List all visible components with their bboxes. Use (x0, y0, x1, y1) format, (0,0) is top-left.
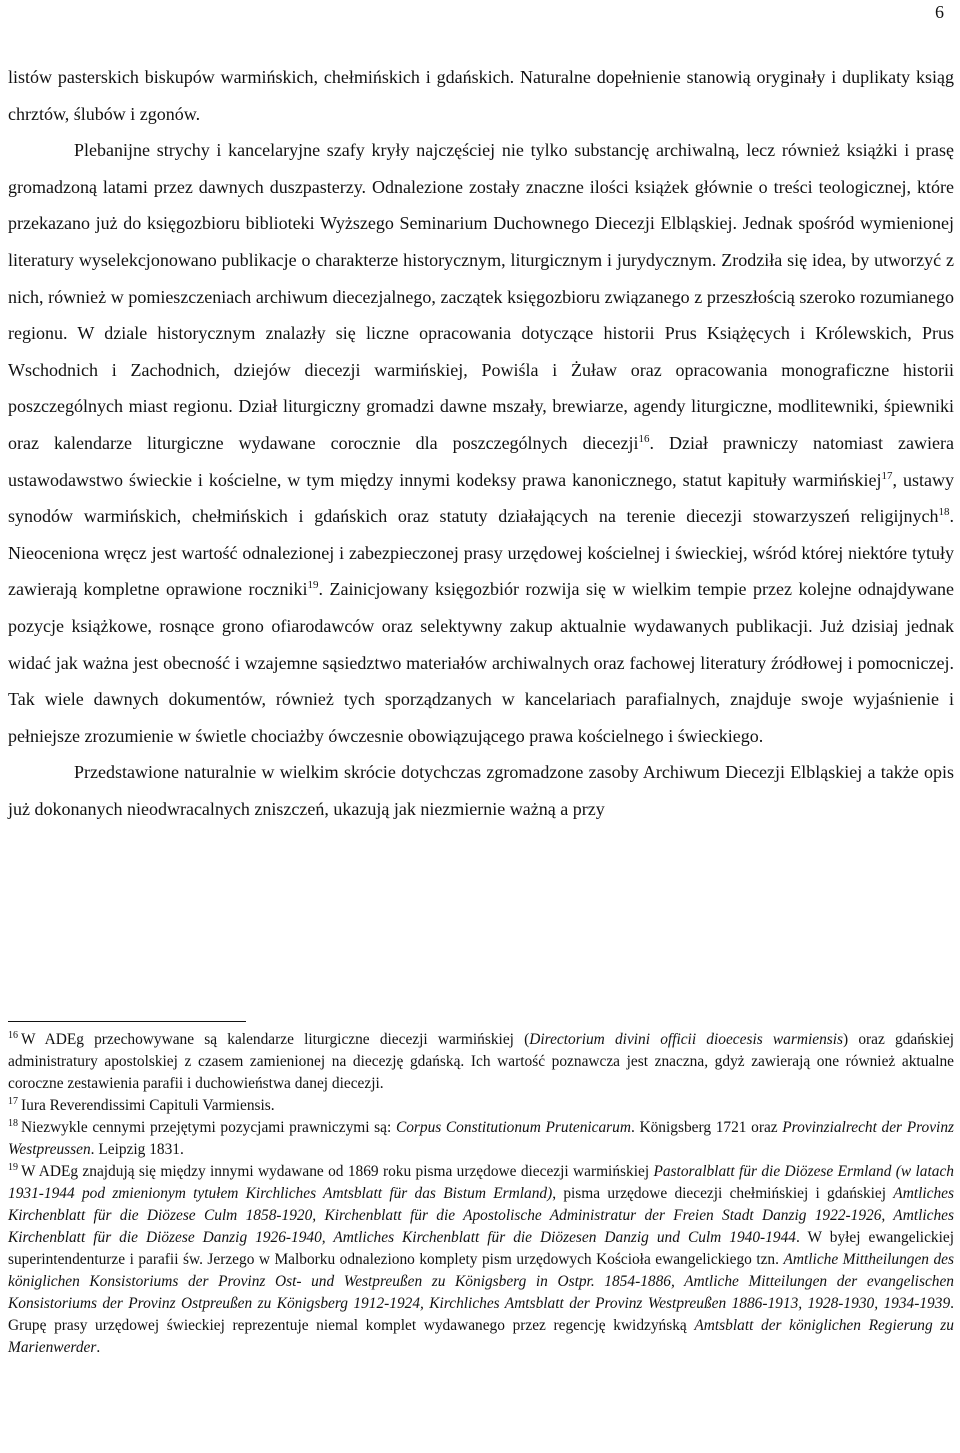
body-text (8, 59, 954, 827)
text-run: W ADEg przechowywane są kalendarze liturgiczne diecezji warmińskiej ( (21, 1031, 530, 1048)
italic-text: Provinzialrecht der Provinz Westpreussen (8, 1119, 954, 1158)
text-run: . Zainicjowany księgozbiór rozwija się w wielkim tempie przez kolejne odnajdywane pozycje książkowe, rosnące grono ofiarodawców oraz selektywny zakup aktualnie wydawanych publikacji. Już dzisiaj jednak widać jak ważna jest obecność i wzajemne sąsiedztwo materiałów archiwalnych oraz fachowej literatury źródłowej i pomocniczej. Tak wiele dawnych dokumentów, również tych sporządzanych w kancelariach parafialnych, znajduje swoje wyjaśnienie i pełniejsze zrozumienie w świetle chociażby ówczesnie obowiązującego prawa kościelnego i świeckiego. (8, 579, 955, 746)
footnote-reference: 18 (938, 506, 950, 519)
footnote-reference: 17 (881, 469, 893, 482)
paragraph (8, 132, 954, 754)
footnote-separator (8, 1021, 246, 1022)
text-run: W ADEg znajdują się między innymi wydawane od 1869 roku pisma urzędowe diecezji warmińskiej (21, 1163, 654, 1180)
italic-text: Corpus Constitutionum Prutenicarum (395, 1119, 631, 1136)
text-run: , ustawy synodów warmińskich, chełmińskich i gdańskich oraz statuty działających na terenie diecezji stowarzyszeń religijnych (8, 469, 954, 527)
text-run: . Nieoceniona wręcz jest wartość odnalezionej i zabezpieczonej prasy urzędowej kościelnej i świeckiej, wśród której niektóre tytuły zawierają kompletne oprawione roczniki (8, 506, 954, 600)
italic-text: Amtliche Mittheilungen des königlichen Konsistoriums der Provinz Ost- und Westpreußen zu Königsberg in Ostpr. 1854-1886, Amtliche Mitteilungen der evangelischen Konsistoriums der Provinz Ostpreußen zu Königsberg 1912-1924, Kirchliches Amtsblatt der Provinz Westpreußen 1886-1913, 1928-1930, 1934-1939 (8, 1251, 954, 1312)
footnote (8, 1095, 954, 1117)
footnotes (8, 1029, 954, 1359)
text-run: Iura Reverendissimi Capituli Varmiensis. (21, 1097, 275, 1114)
text-run: Przedstawione naturalnie w wielkim skrócie dotychczas zgromadzone zasoby Archiwum Diecezji Elbląskiej a także opis już dokonanych nieodwracalnych zniszczeń, ukazują jak niezmiernie ważną a przy (8, 762, 954, 819)
footnote (8, 1161, 954, 1359)
italic-text: Amtsblatt der königlichen Regierung zu Marienwerder (8, 1317, 954, 1356)
page-number: 6 (935, 2, 944, 22)
text-run: . (96, 1339, 101, 1356)
footnote-number: 17 (8, 1095, 18, 1107)
text-run: . Grupę prasy urzędowej świeckiej reprezentuje niemal komplet wydawanego przez regencję kwidzyńską (8, 1295, 954, 1334)
text-run: . Dział prawniczy natomiast zawiera ustawodawstwo świeckie i kościelne, w tym między innymi kodeksy prawa kanonicznego, statut kapituły warmińskiej (8, 432, 954, 490)
italic-text: Directorium divini officii dioecesis warmiensis (529, 1031, 844, 1048)
text-run: . Leipzig 1831. (90, 1141, 184, 1158)
text-run: , pisma urzędowe diecezji chełmińskiej i gdańskiej (552, 1185, 894, 1202)
footnote (8, 1029, 954, 1095)
text-run: Niezwykle cennymi przejętymi pozycjami prawniczymi są: (21, 1119, 396, 1136)
text-run: listów pasterskich biskupów warmińskich, chełmińskich i gdańskich. Naturalne dopełnienie stanowią oryginały i duplikaty ksiąg chrztów, ślubów i zgonów. (8, 67, 954, 124)
footnote-number: 18 (8, 1117, 18, 1129)
text-run: Plebanijne strychy i kancelaryjne szafy kryły najczęściej nie tylko substancję archiwalną, lecz również książki i prasę gromadzoną latami przez dawnych duszpasterzy. Odnalezione zostały znaczne ilości książek głównie o treści teologicznej, które przekazano już do księgozbioru biblioteki Wyższego Seminarium Duchownego Diecezji Elbląskiej. Jednak spośród wymienionej literatury wyselekcjonowano publikacje o charakterze historycznym, liturgicznym i jurydycznym. Zrodziła się idea, by utworzyć z nich, również w pomieszczeniach archiwum diecezjalnego, zaczątek księgozbioru związanego z przeszłością szeroko rozumianego regionu. W dziale historycznym znalazły się liczne opracowania dotyczące historii Prus Książęcych i Królewskich, Prus Wschodnich i Zachodnich, dziejów diecezji warmińskiej, Powiśla i Żuław oraz opracowania monograficzne historii poszczególnych miast regionu. Dział liturgiczny gromadzi dawne mszały, brewiarze, agendy liturgiczne, modlitewniki, śpiewniki oraz kalendarze liturgiczne wydawane corocznie dla poszczególnych diecezji (8, 140, 954, 453)
text-run: . W byłej ewangelickiej superintendenturze i parafii św. Jerzego w Malborku odnaleziono komplety pism urzędowych Kościoła ewangelickiego tzn. (8, 1229, 954, 1268)
text-run: . Königsberg 1721 oraz (631, 1119, 783, 1136)
footnote-number: 19 (8, 1161, 18, 1173)
text-run: ) oraz gdańskiej administratury apostolskiej z czasem zamienionej na diecezję gdańską. Ich wartość poznawcza jest znaczna, gdyż zawierają one również aktualne coroczne zestawienia parafii i duchowieństwa danej diecezji. (8, 1031, 954, 1092)
italic-text: Amtliches Kirchenblatt für die Diözese Culm 1858-1920, Kirchenblatt für die Apostolische Administratur der Freien Stadt Danzig 1922-1926, Amtliches Kirchenblatt für die Diözese Danzig 1926-1940, Amtliches Kirchenblatt für die Diözesen Danzig und Culm 1940-1944 (8, 1185, 954, 1246)
paragraph (8, 59, 954, 132)
paragraph (8, 754, 954, 827)
italic-text: Pastoralblatt für die Diözese Ermland (w latach 1931-1944 pod zmienionym tytułem Kirchliches Amtsblatt für das Bistum Ermland) (8, 1163, 954, 1202)
footnote (8, 1117, 954, 1161)
footnote-reference: 19 (307, 579, 319, 592)
footnote-number: 16 (8, 1029, 18, 1041)
footnote-reference: 16 (638, 432, 650, 445)
